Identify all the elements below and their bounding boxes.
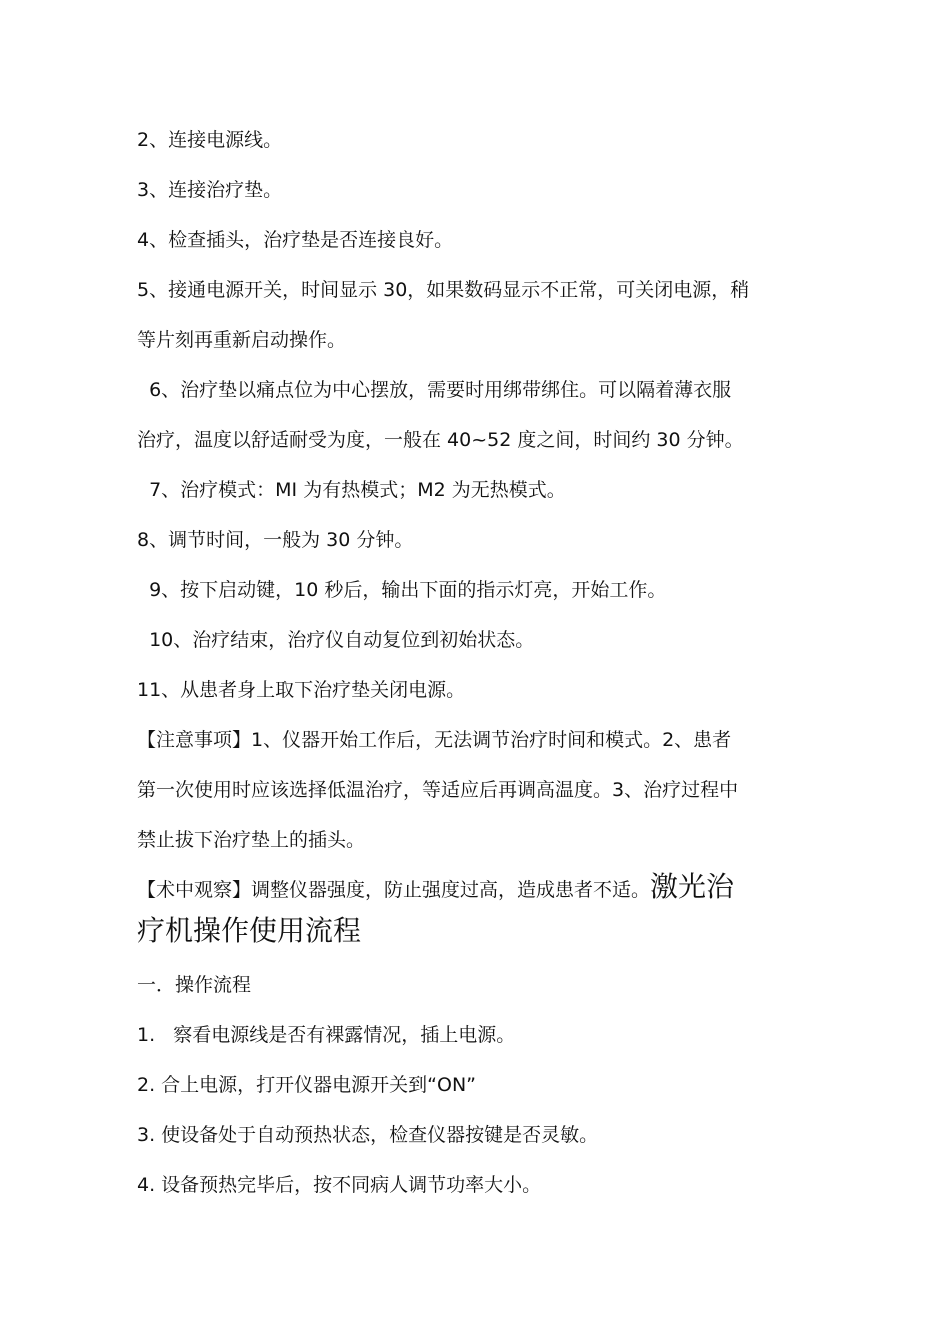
notes-line-1: 【注意事项】1、仪器开始工作后，无法调节治疗时间和模式。2、患者 bbox=[137, 729, 732, 751]
procedure-step-4: 4. 设备预热完毕后，按不同病人调节功率大小。 bbox=[137, 1174, 542, 1196]
step-7-line: 7、治疗模式：MI 为有热模式；M2 为无热模式。 bbox=[137, 479, 566, 501]
step-11-line: 11、从患者身上取下治疗垫关闭电源。 bbox=[137, 679, 466, 701]
step-6-line-2: 治疗，温度以舒适耐受为度，一般在 40~52 度之间，时间约 30 分钟。 bbox=[137, 429, 744, 451]
notes-line-3: 禁止拔下治疗垫上的插头。 bbox=[137, 829, 366, 851]
procedure-step-3: 3. 使设备处于自动预热状态，检查仪器按键是否灵敏。 bbox=[137, 1124, 599, 1146]
step-10-line: 10、治疗结束，治疗仪自动复位到初始状态。 bbox=[137, 629, 535, 651]
observe-text: 【术中观察】调整仪器强度，防止强度过高，造成患者不适。 bbox=[137, 879, 651, 901]
step-5-line-1: 5、接通电源开关，时间显示 30，如果数码显示不正常，可关闭电源，稍 bbox=[137, 279, 750, 301]
procedure-step-1: 1. 察看电源线是否有裸露情况，插上电源。 bbox=[137, 1024, 516, 1046]
step-6-line-1: 6、治疗垫以痛点位为中心摆放，需要时用绑带绑住。可以隔着薄衣服 bbox=[137, 379, 732, 401]
notes-line-2: 第一次使用时应该选择低温治疗，等适应后再调高温度。3、治疗过程中 bbox=[137, 779, 739, 801]
step-8-line: 8、调节时间，一般为 30 分钟。 bbox=[137, 529, 414, 551]
step-5-line-2: 等片刻再重新启动操作。 bbox=[137, 329, 347, 351]
step-4-line: 4、检查插头，治疗垫是否连接良好。 bbox=[137, 229, 454, 251]
section-heading: 一．操作流程 bbox=[137, 974, 252, 996]
observe-line bbox=[137, 870, 817, 903]
procedure-step-2: 2. 合上电源，打开仪器电源开关到“ON” bbox=[137, 1074, 477, 1096]
title-part-1: 激光治 bbox=[650, 870, 735, 903]
title-part-2: 疗机操作使用流程 bbox=[137, 914, 362, 947]
step-3-line: 3、连接治疗垫。 bbox=[137, 179, 283, 201]
step-9-line: 9、按下启动键，10 秒后，输出下面的指示灯亮，开始工作。 bbox=[137, 579, 667, 601]
step-2-line: 2、连接电源线。 bbox=[137, 129, 283, 151]
